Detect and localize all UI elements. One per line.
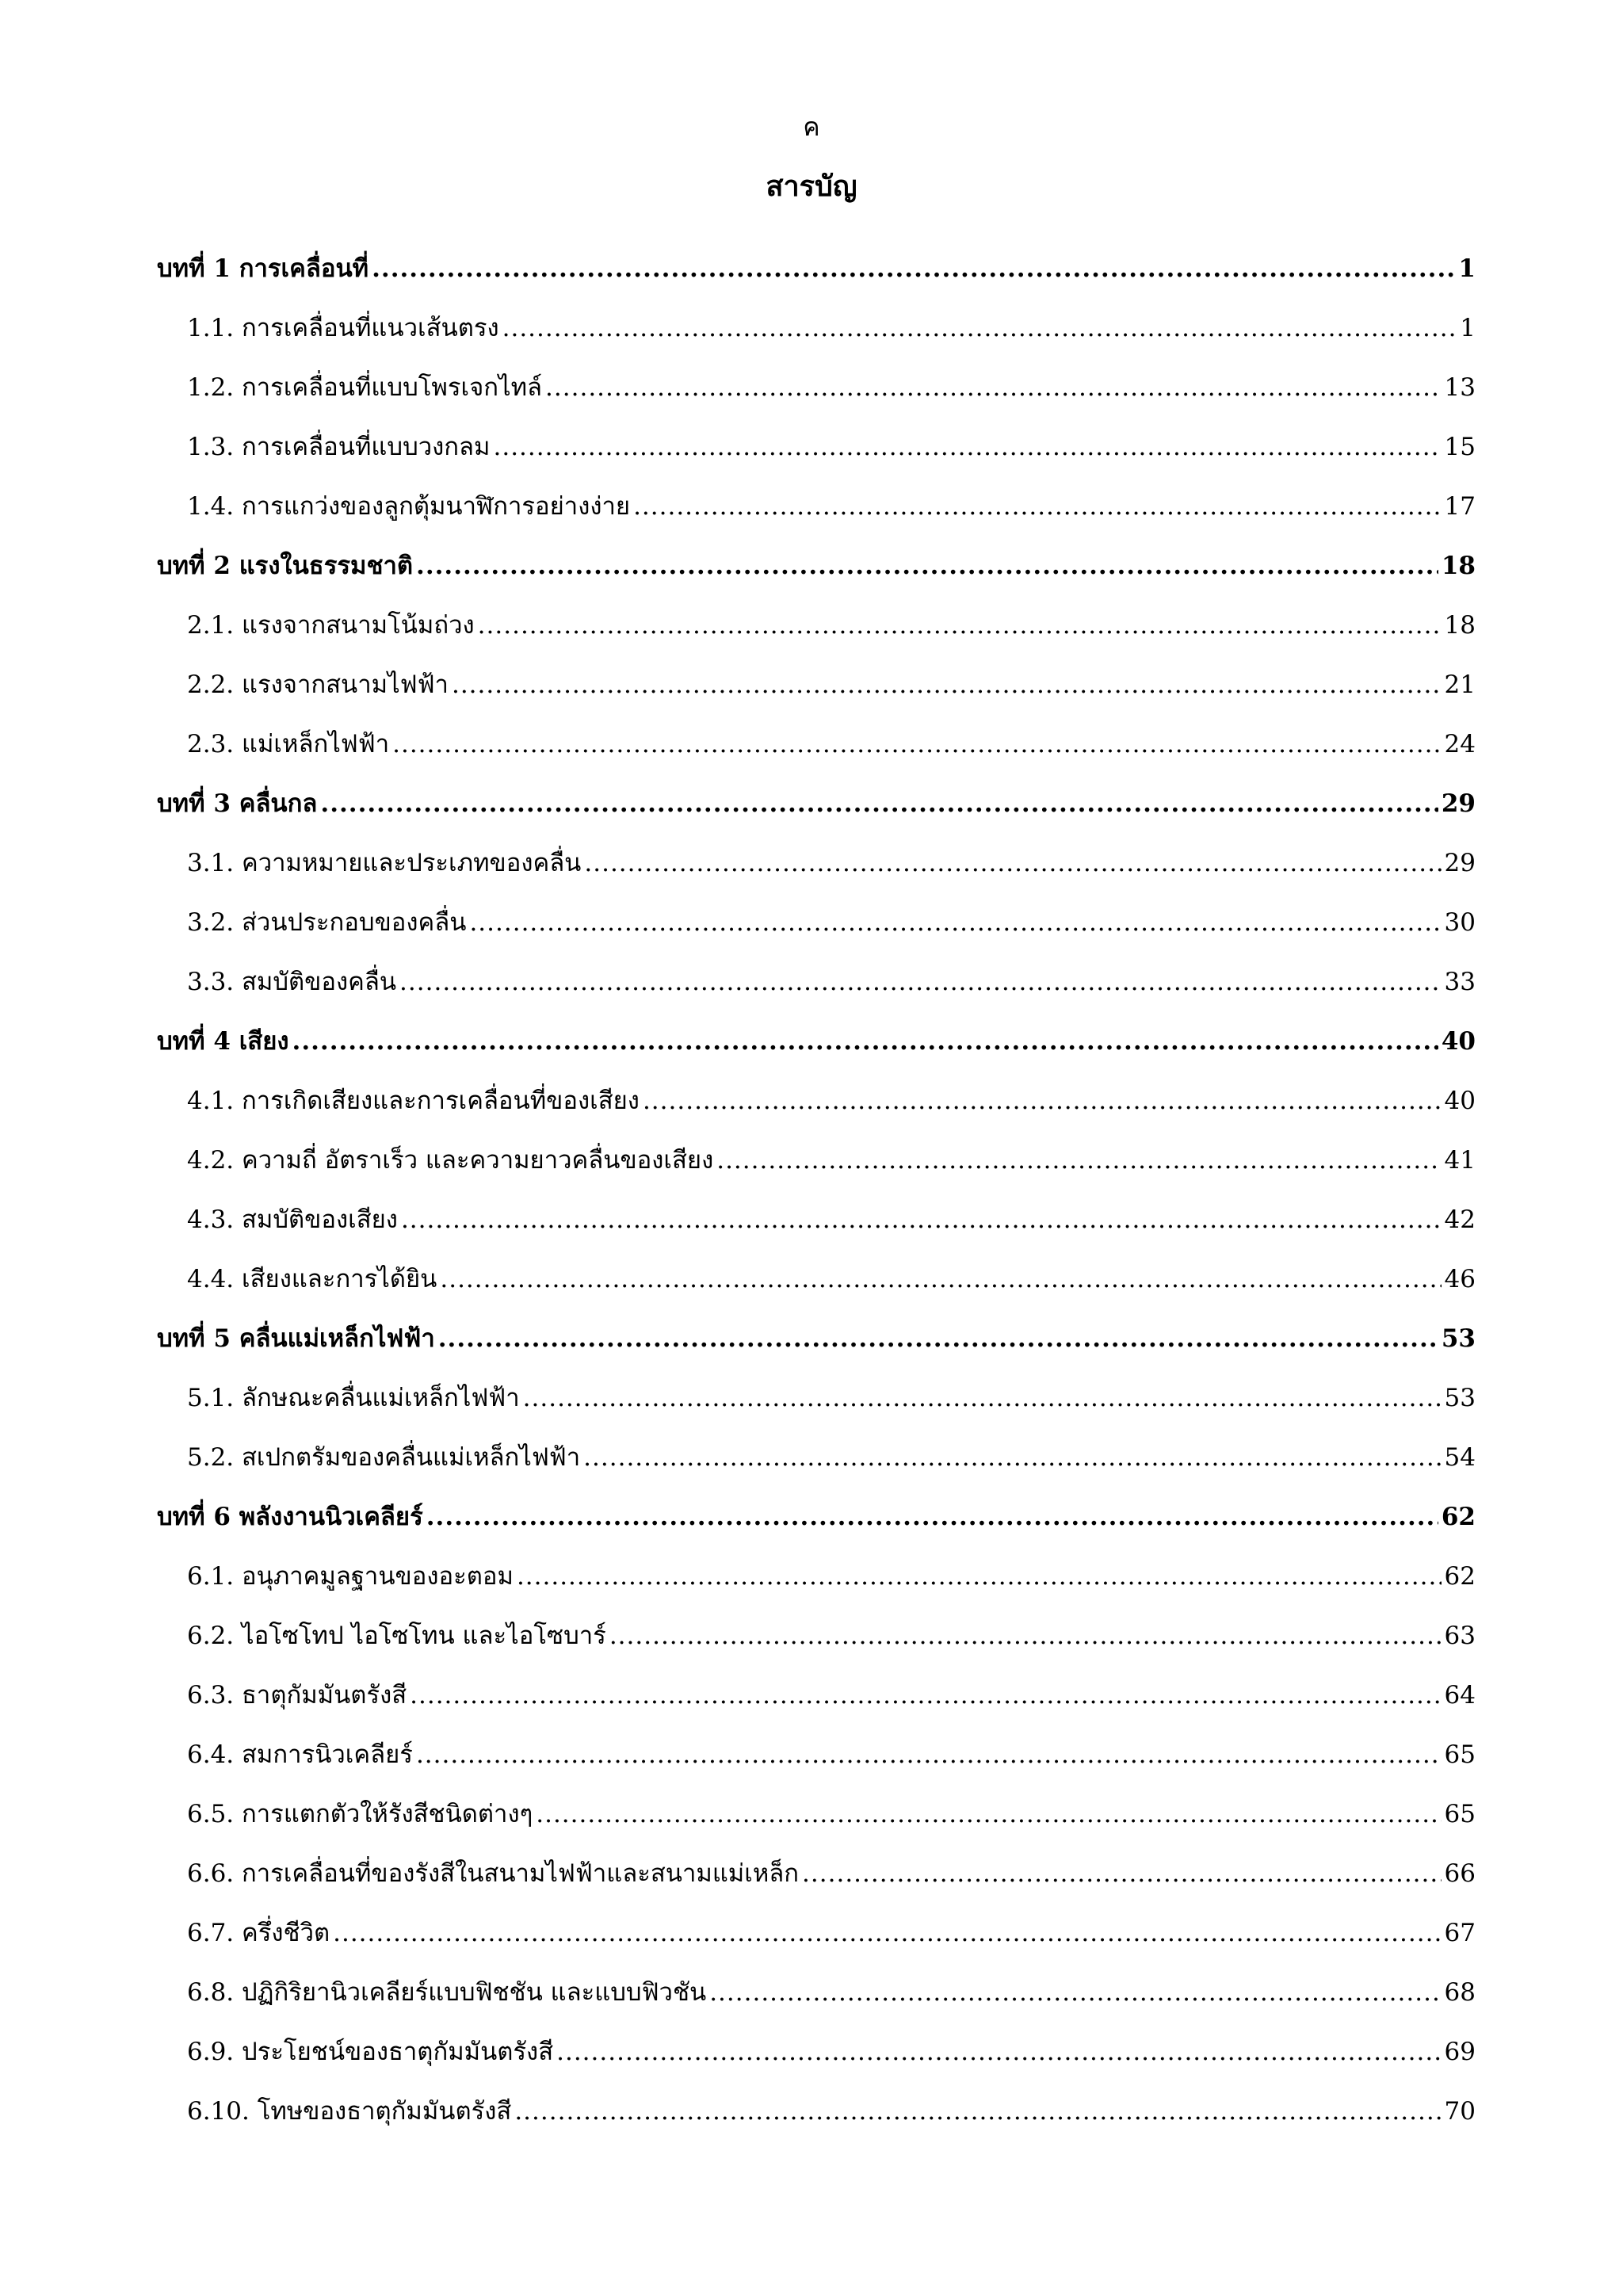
toc-entry-title: 6.1. อนุภาคมูลฐานของอะตอม (187, 1562, 514, 1591)
toc-entry-title: 2.1. แรงจากสนามโน้มถ่วง (187, 611, 475, 640)
dot-leader (609, 1619, 1442, 1652)
dot-leader (452, 668, 1442, 701)
toc-page-number: 62 (1444, 1562, 1476, 1591)
toc-page-number: 18 (1441, 552, 1476, 580)
toc-section-entry (157, 1679, 1476, 1738)
toc-page-number: 24 (1444, 730, 1476, 758)
toc-section-entry (157, 1084, 1476, 1144)
toc-section-entry (157, 490, 1476, 549)
toc-entry-title: 1.2. การเคลื่อนที่แบบโพรเจกไทล์ (187, 373, 543, 402)
toc-entry-title: 6.4. สมการนิวเคลียร์ (187, 1740, 413, 1769)
toc-entry-title: 4.3. สมบัติของเสียง (187, 1205, 398, 1234)
toc-page-number: 70 (1444, 2097, 1476, 2126)
toc-entry-title: 6.9. ประโยชน์ของธาตุกัมมันตรังสี (187, 2038, 554, 2066)
dot-leader (556, 2035, 1441, 2069)
dot-leader (320, 787, 1438, 820)
toc-page-number: 62 (1441, 1503, 1476, 1531)
toc-section-entry (157, 668, 1476, 728)
toc-entry-title: 3.1. ความหมายและประเภทของคลื่น (187, 849, 582, 877)
toc-entry-title: บทที่ 6 พลังงานนิวเคลียร์ (157, 1503, 423, 1531)
toc-section-entry (157, 846, 1476, 906)
toc-section-entry (157, 1619, 1476, 1679)
dot-leader (583, 1441, 1441, 1474)
toc-section-entry (157, 609, 1476, 668)
toc-section-entry (157, 430, 1476, 490)
toc-chapter-entry (157, 1322, 1476, 1381)
toc-entry-title: บทที่ 1 การเคลื่อนที่ (157, 254, 369, 283)
page-title: สารบัญ (766, 170, 857, 203)
dot-leader (478, 609, 1442, 642)
dot-leader (494, 430, 1442, 464)
toc-section-entry (157, 2035, 1476, 2095)
dot-leader (502, 311, 1457, 345)
toc-section-entry (157, 1857, 1476, 1916)
toc-page-number: 29 (1444, 849, 1476, 877)
toc-page-number: 65 (1444, 1740, 1476, 1769)
toc-section-entry (157, 1441, 1476, 1500)
toc-entry-title: 6.2. ไอโซโทป ไอโซโทน และไอโซบาร์ (187, 1622, 606, 1650)
toc-section-entry (157, 728, 1476, 787)
dot-leader (426, 1500, 1438, 1534)
toc-entry-title: 1.3. การเคลื่อนที่แบบวงกลม (187, 433, 491, 461)
toc-entry-title: 1.1. การเคลื่อนที่แนวเส้นตรง (187, 314, 499, 342)
toc-page-number: 64 (1444, 1681, 1476, 1710)
toc-page-number: 1 (1458, 254, 1476, 283)
toc-section-entry (157, 311, 1476, 371)
toc-page-number: 46 (1444, 1265, 1476, 1293)
dot-leader (469, 906, 1441, 939)
toc-page-number: 29 (1441, 789, 1476, 818)
dot-leader (584, 846, 1441, 880)
toc-section-entry (157, 2095, 1476, 2154)
toc-page-number: 41 (1444, 1146, 1476, 1175)
toc-entry-title: 2.2. แรงจากสนามไฟฟ้า (187, 670, 449, 699)
toc-entry-title: บทที่ 5 คลื่นแม่เหล็กไฟฟ้า (157, 1324, 435, 1353)
toc-entry-title: 6.5. การแตกตัวให้รังสีชนิดต่างๆ (187, 1800, 533, 1828)
toc-section-entry (157, 1263, 1476, 1322)
dot-leader (633, 490, 1441, 523)
toc-section-entry (157, 1203, 1476, 1263)
toc-entry-title: 6.10. โทษของธาตุกัมมันตรังสี (187, 2097, 512, 2126)
toc-entry-title: 6.7. ครึ่งชีวิต (187, 1919, 330, 1947)
dot-leader (517, 1560, 1442, 1593)
dot-leader (440, 1263, 1441, 1296)
dot-leader (401, 1203, 1442, 1236)
toc-page-number: 15 (1444, 433, 1476, 461)
toc-section-entry (157, 1916, 1476, 1976)
dot-leader (333, 1916, 1441, 1950)
toc-section-entry (157, 965, 1476, 1025)
toc-entry-title: 1.4. การแกว่งของลูกตุ้มนาฬิการอย่างง่าย (187, 492, 631, 521)
toc-page-number: 63 (1444, 1622, 1476, 1650)
toc-entry-title: 4.4. เสียงและการได้ยิน (187, 1265, 437, 1293)
table-of-contents (157, 252, 1476, 2154)
toc-page-number: 54 (1444, 1443, 1476, 1472)
toc-entry-title: บทที่ 3 คลื่นกล (157, 789, 318, 818)
page-letter: ค (803, 112, 820, 142)
toc-entry-title: 6.8. ปฏิกิริยานิวเคลียร์แบบฟิชชัน และแบบฟิวชัน (187, 1978, 707, 2007)
toc-entry-title: 3.3. สมบัติของคลื่น (187, 968, 397, 996)
dot-leader (545, 371, 1442, 404)
toc-entry-title: 4.1. การเกิดเสียงและการเคลื่อนที่ของเสียง (187, 1087, 640, 1115)
toc-entry-title: บทที่ 4 เสียง (157, 1027, 289, 1056)
toc-page-number: 40 (1444, 1087, 1476, 1115)
toc-page-number: 66 (1444, 1859, 1476, 1888)
toc-entry-title: 2.3. แม่เหล็กไฟฟ้า (187, 730, 390, 758)
toc-section-entry (157, 1976, 1476, 2035)
toc-chapter-entry (157, 252, 1476, 311)
toc-page-number: 17 (1444, 492, 1476, 521)
toc-page-number: 21 (1444, 670, 1476, 699)
toc-entry-title: 6.6. การเคลื่อนที่ของรังสีในสนามไฟฟ้าและสนามแม่เหล็ก (187, 1859, 800, 1888)
toc-page-number: 33 (1444, 968, 1476, 996)
dot-leader (514, 2095, 1441, 2128)
dot-leader (802, 1857, 1442, 1890)
dot-leader (523, 1381, 1442, 1415)
toc-entry-title: 6.3. ธาตุกัมมันตรังสี (187, 1681, 407, 1710)
dot-leader (372, 252, 1455, 285)
dot-leader (716, 1144, 1441, 1177)
toc-page-number: 67 (1444, 1919, 1476, 1947)
toc-page-number: 42 (1444, 1205, 1476, 1234)
dot-leader (643, 1084, 1442, 1117)
dot-leader (392, 728, 1441, 761)
toc-entry-title: บทที่ 2 แรงในธรรมชาติ (157, 552, 414, 580)
toc-page-number: 13 (1444, 373, 1476, 402)
toc-chapter-entry (157, 787, 1476, 846)
dot-leader (438, 1322, 1438, 1355)
toc-entry-title: 5.1. ลักษณะคลื่นแม่เหล็กไฟฟ้า (187, 1384, 520, 1412)
toc-page-number: 53 (1444, 1384, 1476, 1412)
toc-section-entry (157, 1144, 1476, 1203)
toc-page-number: 68 (1444, 1978, 1476, 2007)
toc-chapter-entry (157, 1500, 1476, 1560)
dot-leader (536, 1797, 1441, 1831)
toc-chapter-entry (157, 1025, 1476, 1084)
toc-section-entry (157, 906, 1476, 965)
toc-entry-title: 5.2. สเปกตรัมของคลื่นแม่เหล็กไฟฟ้า (187, 1443, 581, 1472)
toc-section-entry (157, 1738, 1476, 1797)
dot-leader (709, 1976, 1441, 2009)
toc-page-number: 30 (1444, 908, 1476, 937)
dot-leader (416, 549, 1438, 583)
dot-leader (410, 1679, 1441, 1712)
toc-section-entry (157, 1560, 1476, 1619)
dot-leader (399, 965, 1442, 999)
toc-entry-title: 4.2. ความถี่ อัตราเร็ว และความยาวคลื่นของเสียง (187, 1146, 714, 1175)
toc-page-number: 18 (1444, 611, 1476, 640)
toc-page-number: 69 (1444, 2038, 1476, 2066)
toc-page-number: 1 (1460, 314, 1476, 342)
toc-entry-title: 3.2. ส่วนประกอบของคลื่น (187, 908, 467, 937)
dot-leader (292, 1025, 1438, 1058)
toc-section-entry (157, 1381, 1476, 1441)
toc-page-number: 40 (1441, 1027, 1476, 1056)
toc-page-number: 53 (1441, 1324, 1476, 1353)
toc-chapter-entry (157, 549, 1476, 609)
toc-section-entry (157, 371, 1476, 430)
dot-leader (416, 1738, 1442, 1771)
toc-section-entry (157, 1797, 1476, 1857)
toc-page-number: 65 (1444, 1800, 1476, 1828)
